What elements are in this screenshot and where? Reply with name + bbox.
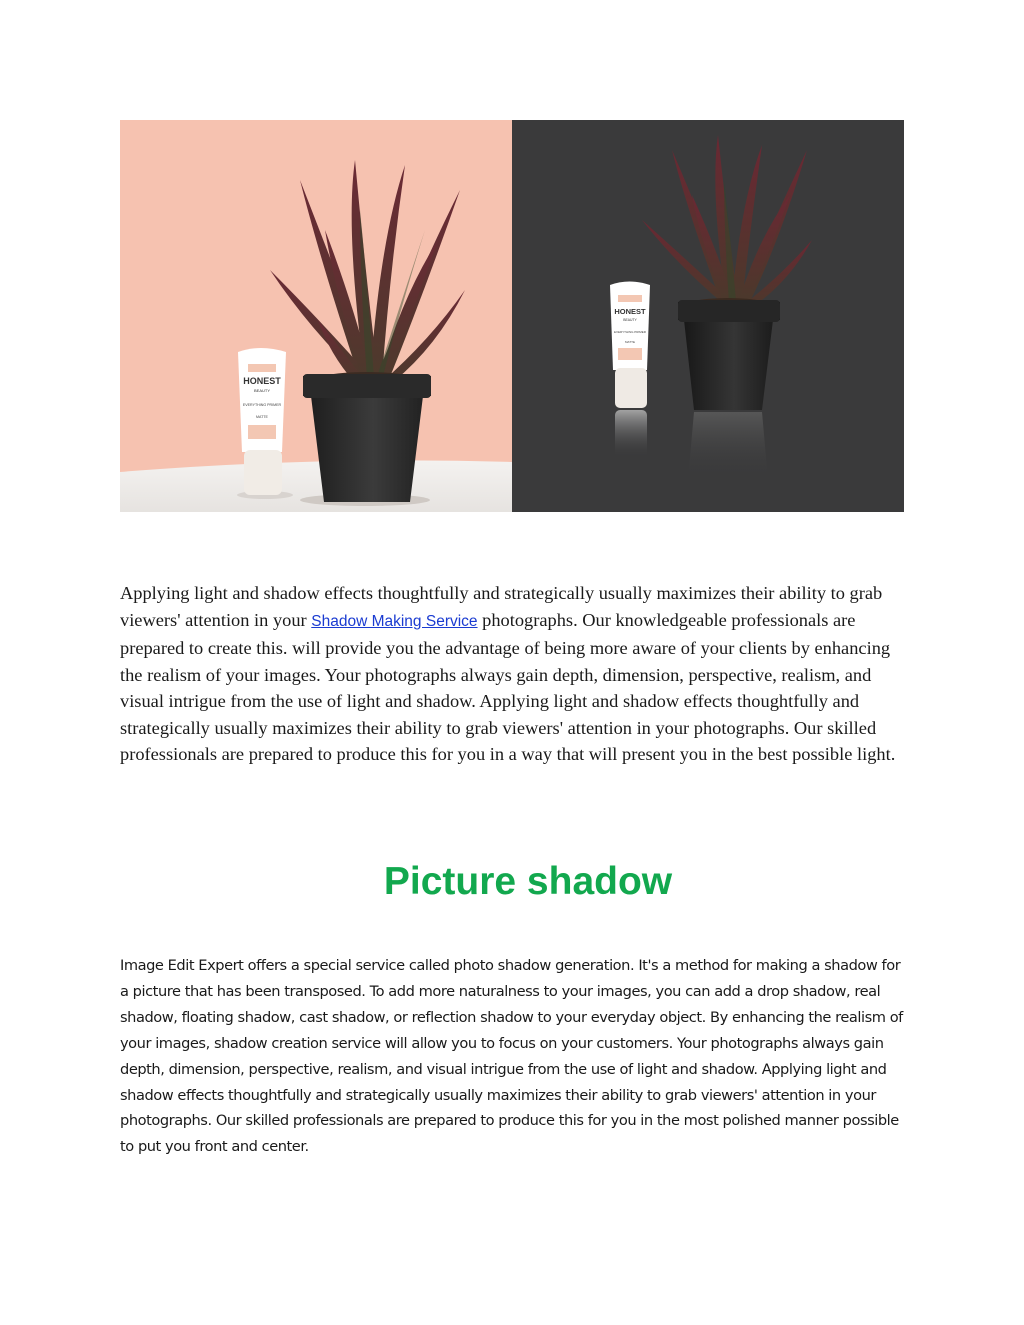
- before-after-image: [120, 120, 904, 512]
- svg-text:BEAUTY: BEAUTY: [253, 388, 271, 393]
- picture-shadow-paragraph: Image Edit Expert offers a special service called photo shadow generation. It's a method for making a shadow for a picture that has been transposed. To add more naturalness to your images, you can add a drop shadow, real shadow, floating shadow, cast shadow, or reflection shadow to your everyday object. By enhancing the realism of your images, shadow creation service will allow you to focus on your customers. Your photographs always gain depth, dimension, perspective, realism, and visual intrigue from the use of light and shadow. Applying light and shadow effects thoughtfully and strategically usually maximizes their ability to grab viewers' attention in your photographs. Our skilled professionals are prepared to produce this for you in the most polished manner possible to put you front and center.: [120, 957, 903, 1156]
- svg-text:EVERYTHING PRIMER: EVERYTHING PRIMER: [242, 403, 282, 407]
- svg-text:MATTE: MATTE: [256, 415, 268, 419]
- svg-text:BEAUTY: BEAUTY: [623, 318, 637, 322]
- shadow-making-service-link[interactable]: Shadow Making Service: [311, 612, 478, 630]
- svg-text:MATTE: MATTE: [625, 340, 635, 344]
- original-photo-illustration: [120, 120, 512, 512]
- intro-text-end: photographs. Our knowledgeable professionals are prepared to create this. will provide you the advantage of being more aware of your clients by enhancing the realism of your images. Your photographs always gain depth, dimension, perspective, realism, and visual intrigue from the use of light and shadow. Applying light and shadow effects thoughtfully and strategically usually maximizes their ability to grab viewers' attention in your photographs. Our skilled professionals are prepared to produce this for you in a way that will present you in the best possible light.: [120, 609, 896, 764]
- edited-photo-panel: [512, 120, 904, 512]
- intro-paragraph: [120, 580, 910, 768]
- svg-text:EVERYTHING PRIMER: EVERYTHING PRIMER: [614, 330, 646, 334]
- intro-text-start: Applying light and shadow effects thoughtfully and strategically usually maximizes their ability to grab viewers' attention in your: [120, 583, 883, 630]
- svg-text:HONEST: HONEST: [243, 376, 281, 386]
- original-photo-panel: [120, 120, 512, 512]
- svg-text:HONEST: HONEST: [614, 307, 646, 316]
- section-heading: Picture shadow: [383, 860, 673, 903]
- edited-photo-illustration: [512, 120, 904, 512]
